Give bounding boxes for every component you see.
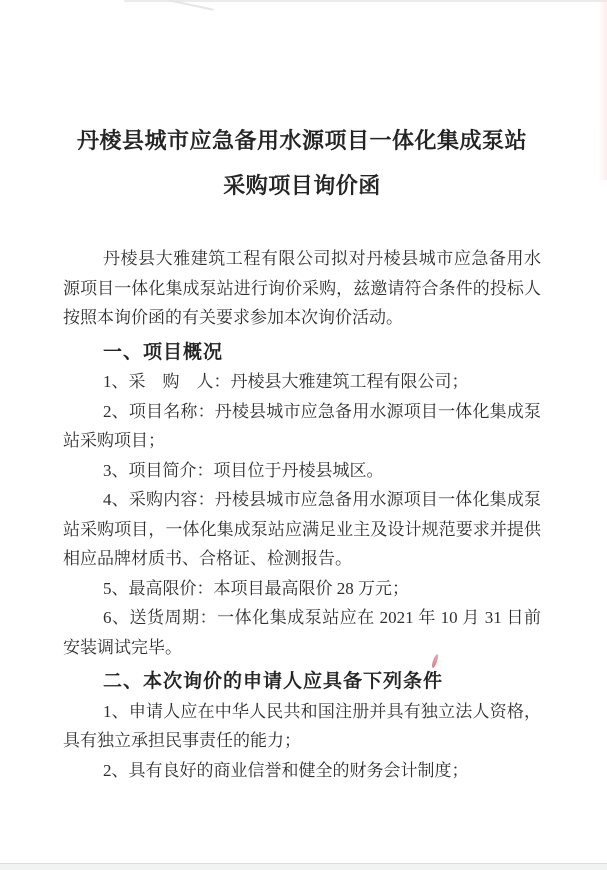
section-1-item-purchaser: 1、采 购 人：丹棱县大雅建筑工程有限公司； (103, 372, 469, 391)
document-content (63, 0, 541, 785)
section-2-item-credit: 2、具有良好的商业信誉和健全的财务会计制度； (103, 760, 469, 780)
section-2-item-legal-person: 1、申请人应在中华人民共和国注册并具有独立法人资格，具有独立承担民事责任的能力； (63, 701, 541, 750)
section-1-item-project-intro: 3、项目简介：项目位于丹棱县城区。 (103, 460, 384, 480)
document-title-line-1: 丹棱县城市应急备用水源项目一体化集成泵站 (76, 128, 527, 153)
page-bottom-edge (0, 863, 607, 870)
document-title (63, 118, 541, 208)
section-1-item-procurement-content: 4、采购内容：丹棱县城市应急备用水源项目一体化集成泵站采购项目，一体化集成泵站应满足业主及设计规范要求并提供相应品牌材质书、合格证、检测报告。 (63, 490, 541, 568)
scan-artifact-right-tint (598, 0, 607, 180)
section-1-item-delivery-period: 6、送货周期：一体化集成泵站应在 2021 年 10 月 31 日前安装调试完毕。 (63, 608, 541, 657)
section-1-heading: 一、项目概况 (103, 341, 224, 363)
section-2-heading: 二、本次询价的申请人应具备下列条件 (103, 671, 444, 692)
document-title-line-2: 采购项目询价函 (223, 173, 381, 198)
section-1-item-price-ceiling: 5、最高限价：本项目最高限价 28 万元； (103, 578, 409, 598)
intro-paragraph: 丹棱县大雅建筑工程有限公司拟对丹棱县城市应急备用水源项目一体化集成泵站进行询价采购，兹邀请符合条件的投标人按照本询价函的有关要求参加本次询价活动。 (63, 249, 541, 327)
section-1-item-project-name: 2、项目名称：丹棱县城市应急备用水源项目一体化集成泵站采购项目； (63, 401, 541, 450)
